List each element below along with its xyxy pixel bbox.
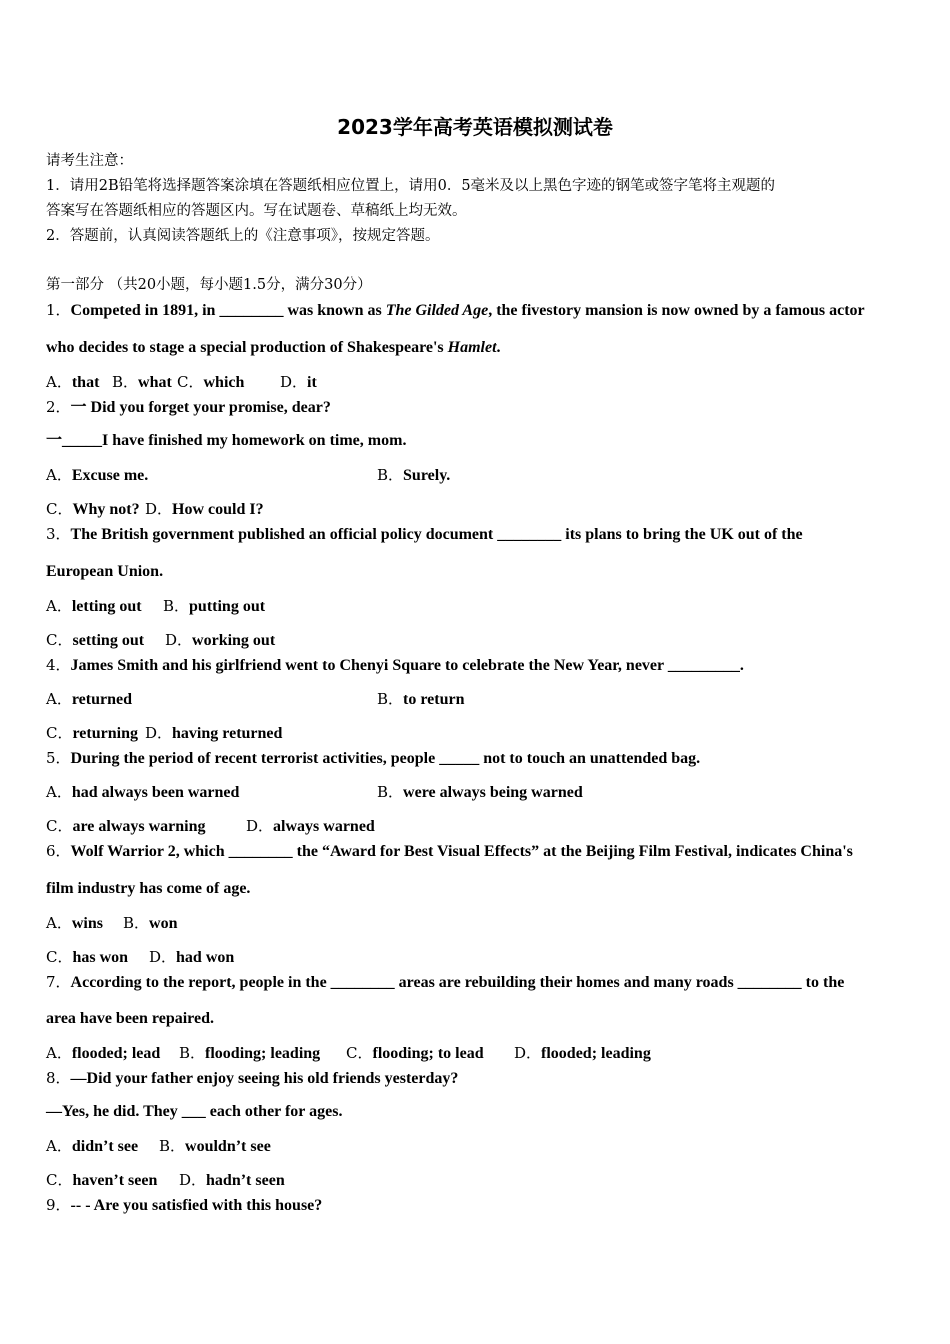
question-8-line-2: —Yes, he did. They ___ each other for ages.: [46, 1103, 343, 1120]
question-2-line-1: [46, 397, 331, 418]
question-1-line-1: [46, 300, 865, 321]
question-6-line-2: film industry has come of age.: [46, 880, 251, 897]
q8-option-a[interactable]: A．didn’t see: [46, 1137, 139, 1155]
q1-option-b[interactable]: B．what: [112, 373, 172, 391]
q6-option-a[interactable]: A．wins: [46, 914, 103, 932]
question-7-line-1: [46, 972, 844, 993]
notice-item-2: 2．答题前，认真阅读答题纸上的《注意事项》，按规定答题。: [46, 228, 440, 244]
q2-option-b[interactable]: B．Surely.: [377, 466, 451, 484]
question-8-line-1: [46, 1068, 458, 1089]
q4-option-d[interactable]: D．having returned: [145, 724, 283, 742]
question-number: 5．: [46, 749, 71, 767]
question-text: , the fivestory mansion is now owned by a famous actor: [488, 302, 865, 319]
q8-option-c[interactable]: C．haven’t seen: [46, 1171, 158, 1189]
notice-heading: 请考生注意：: [46, 153, 133, 169]
play-title: Hamlet: [447, 339, 497, 356]
question-5-line-1: [46, 748, 700, 769]
question-3-line-1: [46, 524, 803, 545]
question-number: 3．: [46, 525, 71, 543]
question-number: 9．: [46, 1196, 71, 1214]
q3-option-d[interactable]: D．working out: [165, 631, 276, 649]
question-text: who decides to stage a special production of Shakespeare's: [46, 339, 448, 356]
question-3-line-2: European Union.: [46, 563, 164, 580]
q5-option-d[interactable]: D．always warned: [246, 817, 375, 835]
question-text: -- - Are you satisfied with this house?: [70, 1197, 323, 1214]
q4-option-c[interactable]: C．returning: [46, 724, 138, 742]
question-number: 8．: [46, 1069, 71, 1087]
q8-option-b[interactable]: B．wouldn’t see: [159, 1137, 271, 1155]
question-text: Wolf Warrior 2, which ________ the “Award for Best Visual Effects” at the Beijing Film Festival, indicates China's: [70, 843, 853, 860]
question-text: .: [496, 339, 501, 356]
q6-option-c[interactable]: C．has won: [46, 948, 129, 966]
question-text: James Smith and his girlfriend went to Chenyi Square to celebrate the New Year, never _________.: [70, 657, 744, 674]
q1-option-a[interactable]: A．that: [46, 373, 100, 391]
q2-option-a[interactable]: A．Excuse me.: [46, 466, 149, 484]
question-2-line-2: 一_____I have finished my homework on time, mom.: [46, 432, 407, 449]
q7-option-c[interactable]: C．flooding; to lead: [346, 1044, 484, 1062]
q7-option-b[interactable]: B．flooding; leading: [179, 1044, 321, 1062]
question-text: —Did your father enjoy seeing his old friends yesterday?: [70, 1070, 459, 1087]
question-7-line-2: area have been repaired.: [46, 1010, 214, 1027]
question-number: 4．: [46, 656, 71, 674]
q2-option-c[interactable]: C．Why not?: [46, 500, 140, 518]
question-text: According to the report, people in the ________ areas are rebuilding their homes and many roads ________ to the: [70, 974, 845, 991]
question-9-line-1: [46, 1195, 322, 1216]
q6-option-b[interactable]: B．won: [123, 914, 178, 932]
q5-option-c[interactable]: C．are always warning: [46, 817, 206, 835]
q3-option-b[interactable]: B．putting out: [163, 597, 266, 615]
question-text: 一 Did you forget your promise, dear?: [70, 399, 331, 416]
page-title: 2023学年高考英语模拟测试卷: [337, 115, 613, 139]
question-text: The British government published an official policy document ________ its plans to bring the UK out of the: [70, 526, 803, 543]
q4-option-a[interactable]: A．returned: [46, 690, 132, 708]
notice-item-1-line-1: 1．请用2B铅笔将选择题答案涂填在答题纸相应位置上，请用0．5毫米及以上黑色字迹的钢笔或签字笔将主观题的: [46, 178, 776, 194]
q5-option-b[interactable]: B．were always being warned: [377, 783, 583, 801]
question-6-line-1: [46, 841, 853, 862]
part-one-heading: 第一部分 （共20小题，每小题1.5分，满分30分）: [46, 277, 372, 293]
q2-option-d[interactable]: D．How could I?: [145, 500, 264, 518]
q1-option-c[interactable]: C．which: [177, 373, 245, 391]
question-number: 6．: [46, 842, 71, 860]
q7-option-a[interactable]: A．flooded; lead: [46, 1044, 161, 1062]
question-number: 1．: [46, 301, 71, 319]
question-1-line-2: [46, 338, 501, 358]
q6-option-d[interactable]: D．had won: [149, 948, 235, 966]
q3-option-c[interactable]: C．setting out: [46, 631, 145, 649]
q3-option-a[interactable]: A．letting out: [46, 597, 142, 615]
book-title: The Gilded Age: [385, 302, 489, 319]
question-text: Competed in 1891, in ________ was known as: [70, 302, 386, 319]
q7-option-d[interactable]: D．flooded; leading: [514, 1044, 651, 1062]
question-number: 2．: [46, 398, 71, 416]
q8-option-d[interactable]: D．hadn’t seen: [179, 1171, 285, 1189]
q4-option-b[interactable]: B．to return: [377, 690, 465, 708]
q5-option-a[interactable]: A．had always been warned: [46, 783, 240, 801]
question-number: 7．: [46, 973, 71, 991]
notice-item-1-line-2: 答案写在答题纸相应的答题区内。写在试题卷、草稿纸上均无效。: [46, 203, 467, 219]
question-4-line-1: [46, 655, 744, 676]
q1-option-d[interactable]: D．it: [280, 373, 317, 391]
question-text: During the period of recent terrorist activities, people _____ not to touch an unattended bag.: [70, 750, 701, 767]
